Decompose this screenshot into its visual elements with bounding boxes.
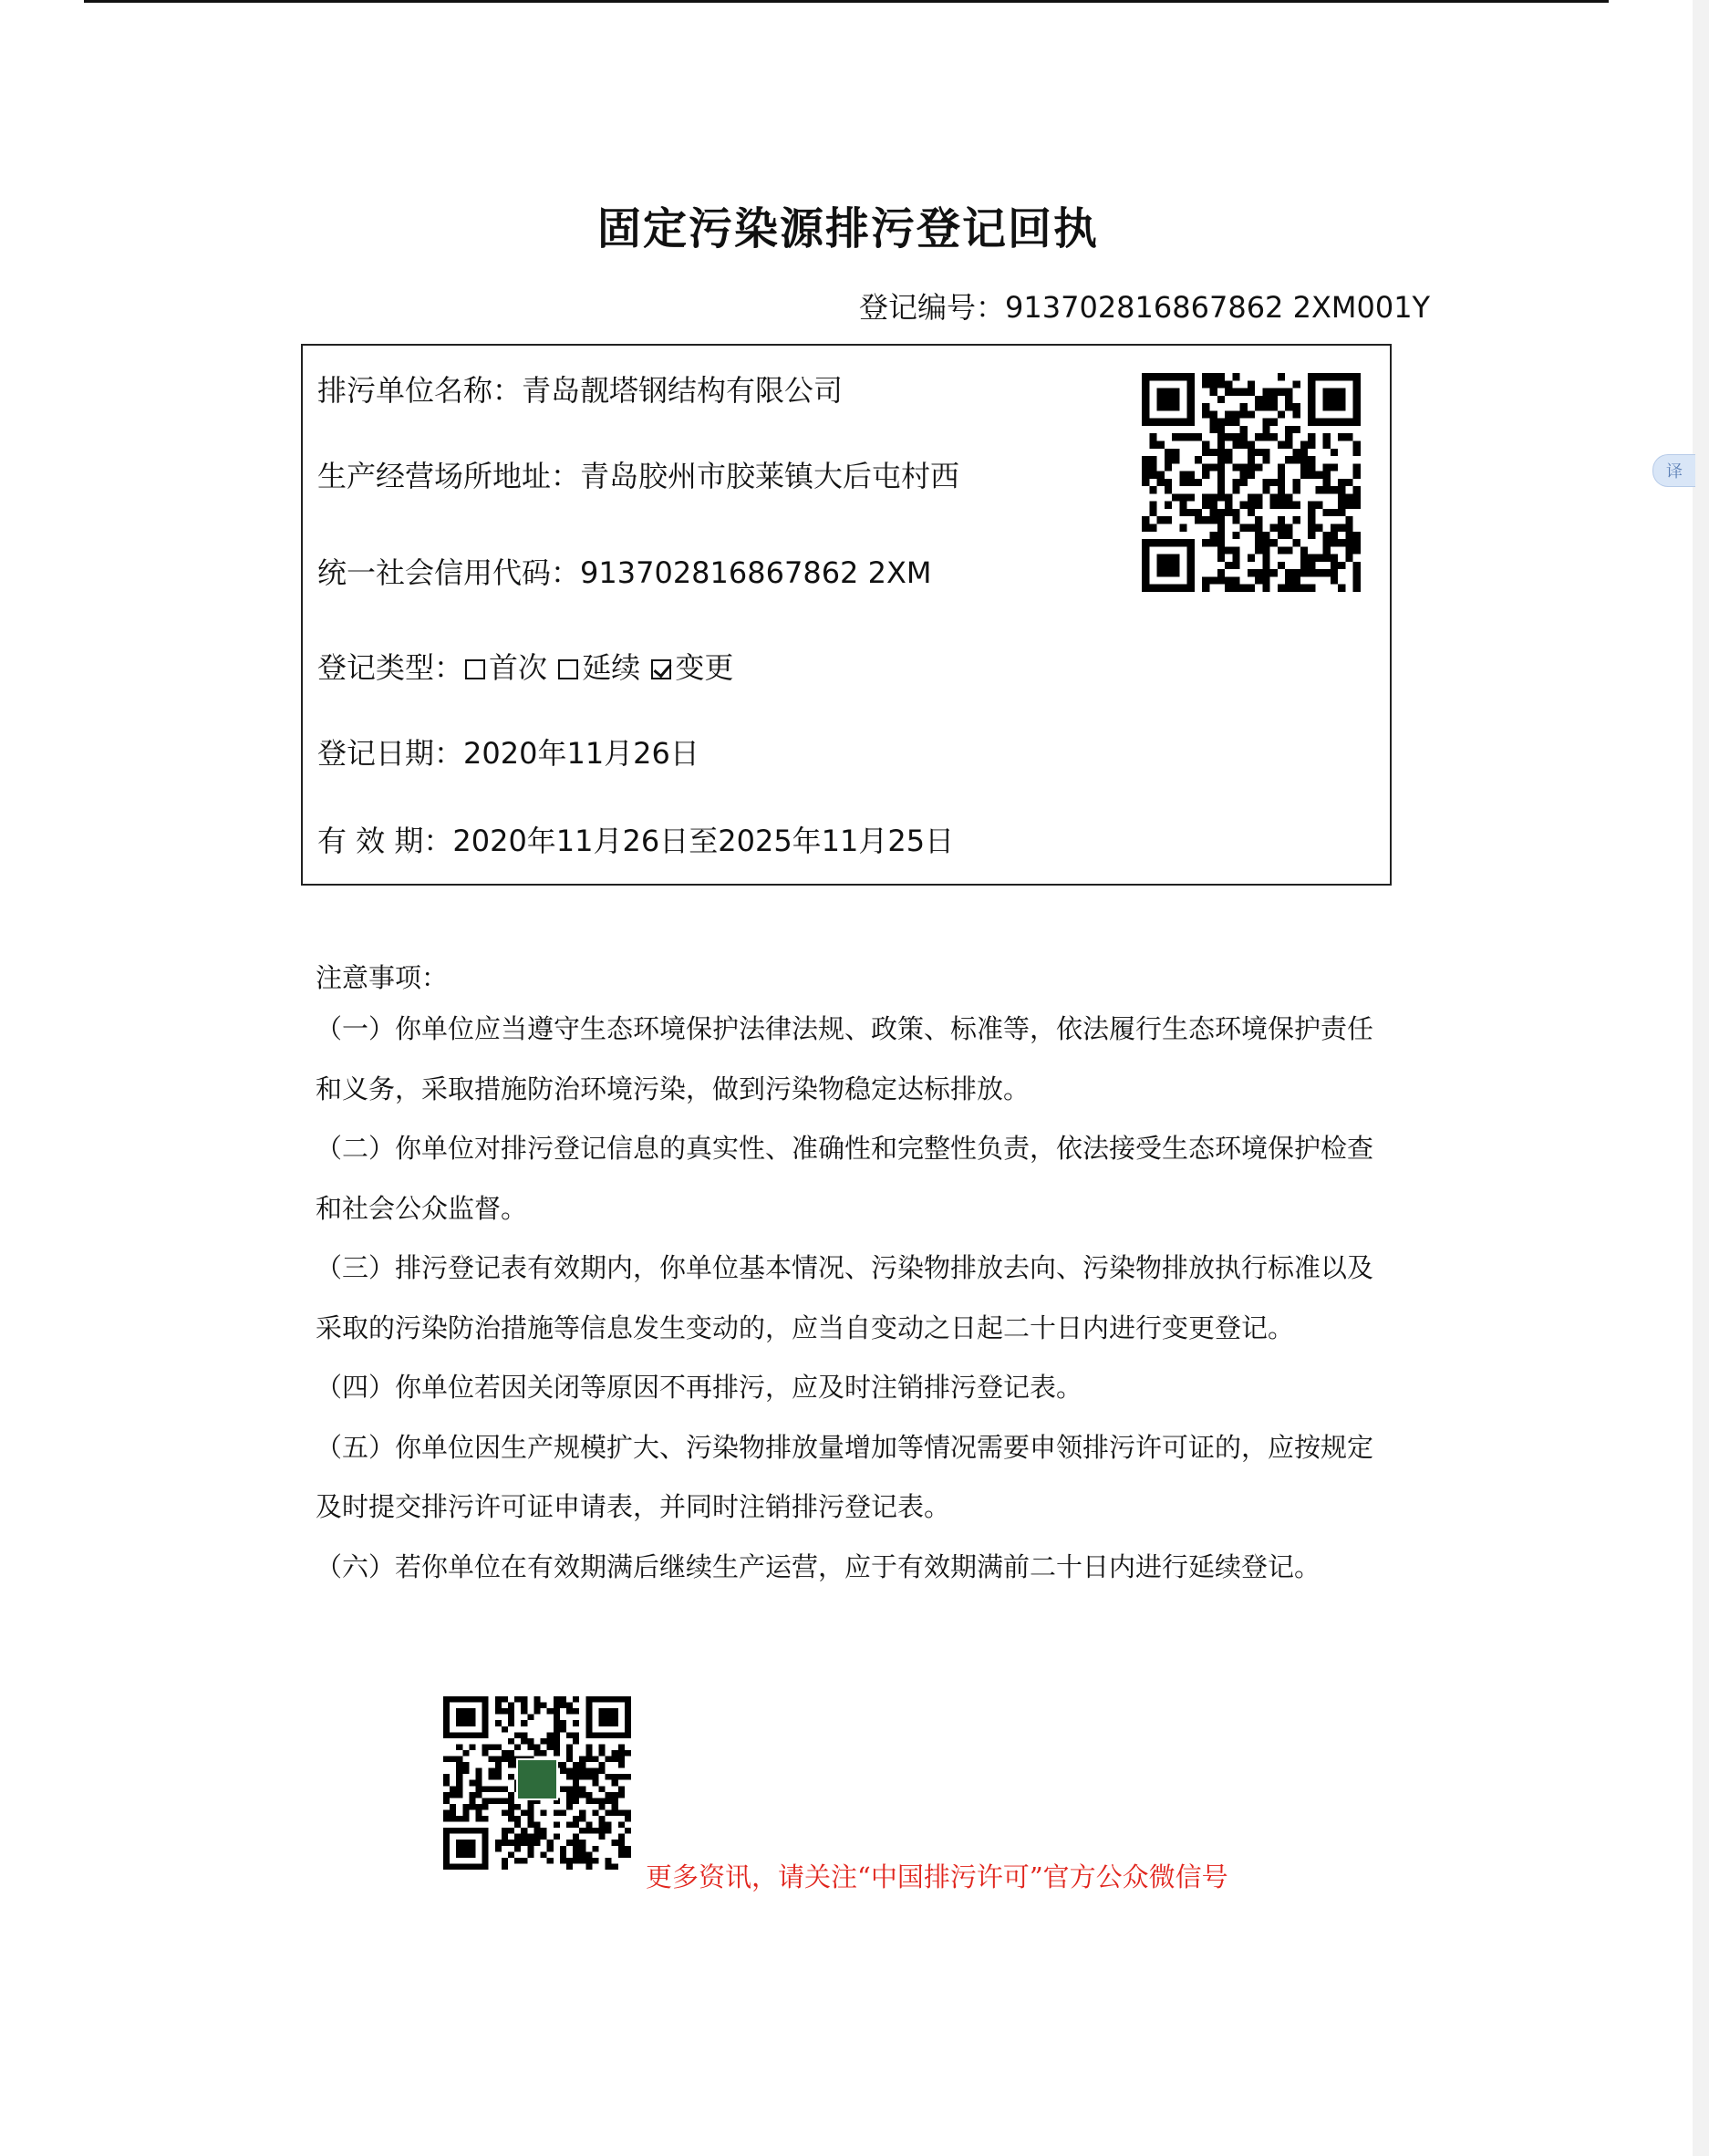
registration-number — [859, 285, 1430, 327]
credit-code-value: 913702816867862 2XM — [580, 555, 932, 590]
validity-label: 有 效 期： — [317, 824, 453, 858]
credit-code-label: 统一社会信用代码： — [317, 555, 581, 590]
translate-button[interactable]: 译 — [1652, 454, 1695, 487]
note-item: （三）排污登记表有效期内，你单位基本情况、污染物排放去向、污染物排放执行标准以及采取的污染防治措施等信息发生变动的，应当自变动之日起二十日内进行变更登记。 — [316, 1252, 1374, 1343]
unit-name-value: 青岛靓塔钢结构有限公司 — [522, 373, 844, 408]
footer-note: 更多资讯，请关注“中国排污许可”官方公众微信号 — [646, 1861, 1228, 1892]
checkbox-renewal[interactable] — [558, 659, 578, 679]
registration-info-box — [301, 344, 1392, 886]
unit-name-label: 排污单位名称： — [317, 373, 523, 408]
address-value: 青岛胶州市胶莱镇大后屯村西 — [580, 459, 960, 493]
note-item: （一）你单位应当遵守生态环境保护法律法规、政策、标准等，依法履行生态环境保护责任和义务，采取措施防治环境污染，做到污染物稳定达标排放。 — [316, 1013, 1374, 1104]
registration-type-row — [317, 645, 733, 687]
note-item: （五）你单位因生产规模扩大、污染物排放量增加等情况需要申领排污许可证的，应按规定及时提交排污许可证申请表，并同时注销排污登记表。 — [316, 1431, 1374, 1522]
option-change-label: 变更 — [675, 650, 734, 685]
note-item: （六）若你单位在有效期满后继续生产运营，应于有效期满前二十日内进行延续登记。 — [316, 1550, 1321, 1582]
registration-date-value: 2020年11月26日 — [463, 736, 699, 771]
document-title: 固定污染源排污登记回执 — [596, 203, 1099, 254]
unit-name-row — [317, 368, 843, 409]
note-item: （四）你单位若因关闭等原因不再排污，应及时注销排污登记表。 — [316, 1372, 1083, 1403]
registration-type-label: 登记类型： — [317, 650, 464, 685]
registration-date-row — [317, 731, 699, 772]
registration-number-value: 913702816867862 2XM001Y — [1005, 290, 1431, 325]
registration-qr-code — [1142, 373, 1361, 592]
validity-row — [317, 818, 954, 860]
notes-section — [316, 956, 1373, 1597]
scrollbar[interactable] — [1693, 0, 1709, 2156]
wechat-qr-code — [443, 1696, 631, 1870]
option-first-time-label: 首次 — [489, 650, 548, 685]
address-row — [317, 453, 959, 495]
address-label: 生产经营场所地址： — [317, 459, 581, 493]
registration-number-label: 登记编号： — [859, 290, 1006, 325]
credit-code-row — [317, 550, 931, 592]
wechat-qr-logo — [516, 1758, 558, 1800]
validity-value: 2020年11月26日至2025年11月25日 — [452, 824, 955, 858]
checkbox-change[interactable] — [651, 659, 671, 679]
notes-heading: 注意事项： — [316, 962, 449, 993]
option-renewal-label: 延续 — [582, 650, 641, 685]
registration-date-label: 登记日期： — [317, 736, 464, 771]
top-rule — [84, 0, 1609, 3]
checkbox-first-time[interactable] — [465, 659, 485, 679]
note-item: （二）你单位对排污登记信息的真实性、准确性和完整性负责，依法接受生态环境保护检查和社会公众监督。 — [316, 1133, 1374, 1224]
